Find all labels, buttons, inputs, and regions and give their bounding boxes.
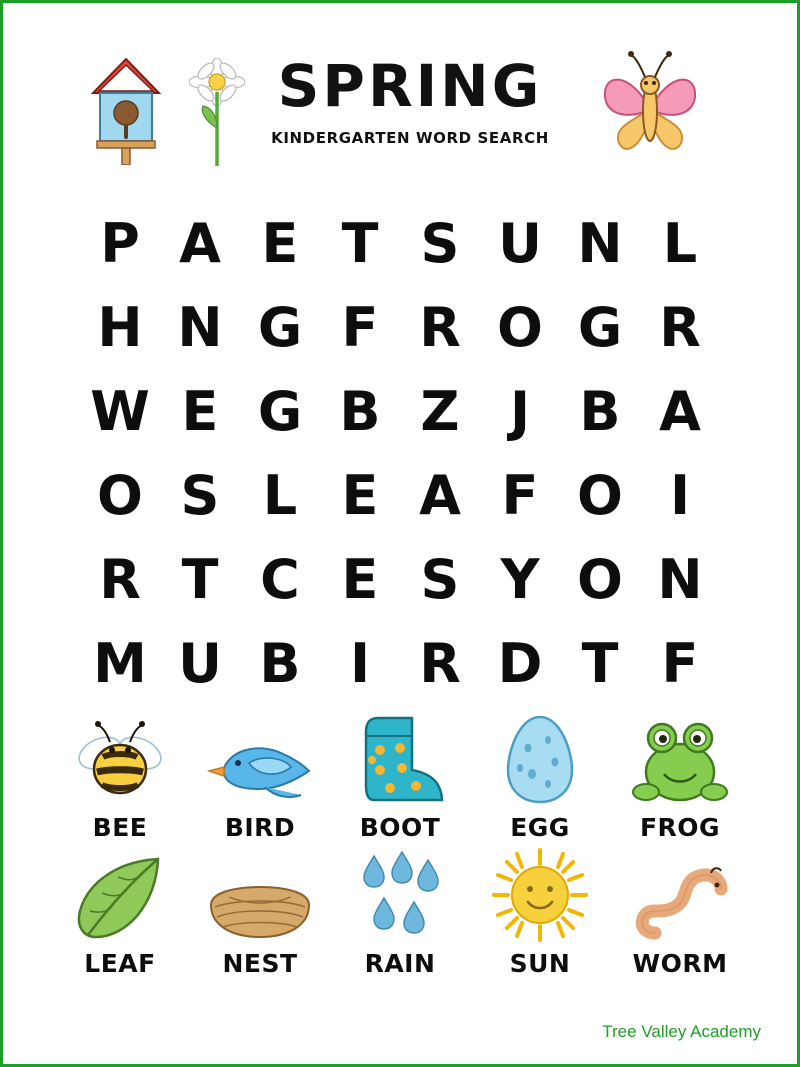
grid-cell: G — [257, 380, 303, 443]
grid-cell: W — [90, 380, 150, 443]
grid-cell: A — [179, 212, 221, 275]
word-label: SUN — [509, 949, 571, 978]
word-item-rain — [330, 848, 470, 978]
word-label: WORM — [632, 949, 728, 978]
word-label: LEAF — [84, 949, 156, 978]
grid-cell: E — [261, 212, 299, 275]
grid-cell: G — [257, 296, 303, 359]
grid-cell: A — [659, 380, 701, 443]
grid-cell: Y — [500, 548, 540, 611]
word-item-bee — [50, 712, 190, 842]
grid-cell: M — [93, 632, 147, 695]
butterfly-icon — [595, 49, 705, 164]
word-label: FROG — [639, 813, 721, 842]
word-item-frog — [610, 712, 750, 842]
grid-cell: F — [341, 296, 379, 359]
grid-cell: O — [577, 548, 623, 611]
grid-cell: F — [661, 632, 699, 695]
grid-cell: E — [341, 464, 379, 527]
grid-cell: R — [659, 296, 701, 359]
sun-icon — [480, 848, 600, 943]
bee-icon — [60, 712, 180, 807]
grid-cell: O — [577, 464, 623, 527]
grid-cell: S — [420, 212, 460, 275]
word-item-nest — [190, 848, 330, 978]
grid-cell: I — [349, 632, 371, 695]
grid-cell: B — [259, 632, 301, 695]
word-item-leaf — [50, 848, 190, 978]
grid-cell: O — [497, 296, 543, 359]
grid-cell: N — [177, 296, 223, 359]
grid-cell: H — [97, 296, 143, 359]
worksheet-header — [3, 3, 797, 188]
word-label: EGG — [510, 813, 570, 842]
word-item-bird — [190, 712, 330, 842]
grid-cell: R — [419, 632, 461, 695]
bird-icon — [200, 712, 320, 807]
word-label: BOOT — [359, 813, 441, 842]
grid-cell: B — [579, 380, 621, 443]
title-block — [265, 52, 555, 147]
site-credit: Tree Valley Academy — [602, 1022, 761, 1041]
grid-cell: I — [669, 464, 691, 527]
grid-cell: N — [657, 548, 703, 611]
daisy-flower-icon — [189, 58, 245, 168]
word-item-egg — [470, 712, 610, 842]
grid-cell: D — [497, 632, 543, 695]
grid-cell: B — [339, 380, 381, 443]
grid-cell: L — [662, 212, 698, 275]
nest-icon — [200, 848, 320, 943]
word-label: BEE — [92, 813, 148, 842]
word-item-worm — [610, 848, 750, 978]
grid-cell: G — [577, 296, 623, 359]
grid-cell: A — [419, 464, 461, 527]
word-label: BIRD — [224, 813, 296, 842]
birdhouse-icon — [91, 55, 161, 165]
worm-icon — [620, 848, 740, 943]
grid-cell: R — [99, 548, 141, 611]
word-list-row — [50, 712, 750, 842]
rain-boot-icon — [340, 712, 460, 807]
grid-cell: E — [341, 548, 379, 611]
grid-cell: F — [501, 464, 539, 527]
word-label: NEST — [222, 949, 298, 978]
word-list-row — [50, 848, 750, 978]
grid-cell: S — [180, 464, 220, 527]
grid-cell: T — [341, 212, 379, 275]
word-label: RAIN — [364, 949, 436, 978]
leaf-icon — [60, 848, 180, 943]
grid-cell: T — [181, 548, 219, 611]
egg-icon — [480, 712, 600, 807]
grid-cell: R — [419, 296, 461, 359]
grid-cell: E — [181, 380, 219, 443]
grid-cell: Z — [420, 380, 460, 443]
grid-cell: O — [97, 464, 143, 527]
grid-cell: P — [100, 212, 140, 275]
grid-cell: U — [178, 632, 222, 695]
grid-cell: C — [260, 548, 300, 611]
grid-cell: T — [581, 632, 619, 695]
grid-cell: L — [262, 464, 298, 527]
grid-cell: N — [577, 212, 623, 275]
word-list — [50, 712, 750, 978]
word-search-grid — [80, 202, 720, 706]
grid-cell: J — [509, 380, 531, 443]
grid-cell: U — [498, 212, 542, 275]
page-subtitle: KINDERGARTEN WORD SEARCH — [271, 129, 549, 147]
word-item-boot — [330, 712, 470, 842]
word-item-sun — [470, 848, 610, 978]
frog-icon — [620, 712, 740, 807]
grid-cell: S — [420, 548, 460, 611]
page-title: SPRING — [277, 52, 543, 120]
raindrops-icon — [340, 848, 460, 943]
